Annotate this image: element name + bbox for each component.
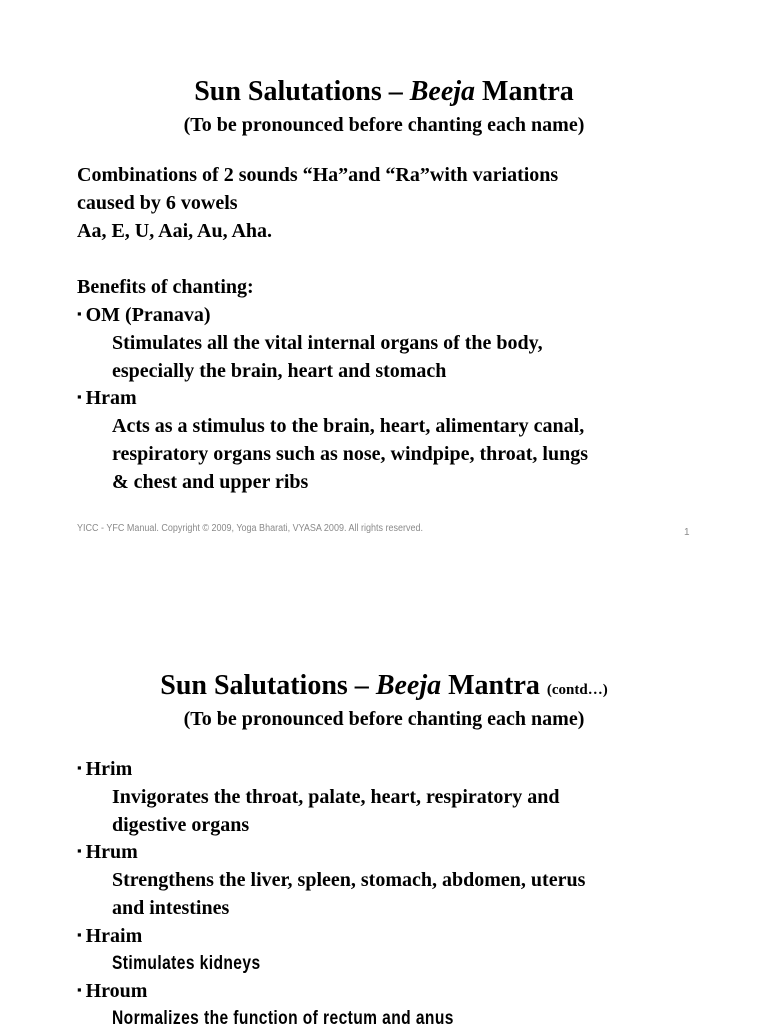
bullet-item: [77, 980, 147, 1003]
bullet-icon: ▪: [77, 843, 82, 858]
bullet-item: [77, 925, 142, 948]
bullet-item-name: Hrim: [85, 758, 133, 780]
bullet-item-description: especially the brain, heart and stomach: [112, 360, 447, 382]
copyright-footer: YICC - YFC Manual. Copyright © 2009, Yoga Bharati, VYASA 2009. All rights reserved.: [77, 523, 423, 534]
bullet-icon: ▪: [77, 760, 82, 775]
bullet-item-description: digestive organs: [112, 814, 250, 836]
title-emphasis: Beeja: [409, 76, 476, 107]
title-text: Sun Salutations –: [194, 76, 410, 107]
bullet-item-description: Normalizes the function of rectum and anus: [112, 1008, 454, 1029]
bullet-icon: ▪: [77, 306, 82, 321]
title-text-end: Mantra: [441, 670, 547, 701]
bullet-item-description: Strengthens the liver, spleen, stomach, abdomen, uterus: [112, 869, 586, 891]
bullet-icon: ▪: [77, 927, 82, 942]
intro-line: Combinations of 2 sounds “Ha”and “Ra”with variations: [77, 164, 559, 186]
title-text-end: Mantra: [475, 76, 574, 107]
bullet-icon: ▪: [77, 982, 82, 997]
bullet-item-name: Hram: [85, 387, 137, 409]
intro-line: caused by 6 vowels: [77, 192, 238, 214]
slide-1-title: [0, 76, 768, 108]
vowel-list: Aa, E, U, Aai, Au, Aha.: [77, 220, 273, 242]
bullet-item-name: Hraim: [85, 925, 143, 947]
title-text: Sun Salutations –: [160, 670, 376, 701]
bullet-item-description: Stimulates all the vital internal organs of the body,: [112, 332, 543, 354]
bullet-item: [77, 387, 137, 410]
title-contd: (contd…): [546, 682, 608, 698]
bullet-item-description: Stimulates kidneys: [112, 953, 261, 974]
bullet-item-name: Hroum: [85, 980, 148, 1002]
slide-1-subtitle: (To be pronounced before chanting each name): [183, 114, 585, 136]
title-emphasis: Beeja: [375, 670, 442, 701]
bullet-item-name: Hrum: [85, 841, 138, 863]
bullet-item: [77, 841, 138, 864]
bullet-icon: ▪: [77, 389, 82, 404]
bullet-item-description: Acts as a stimulus to the brain, heart, alimentary canal,: [112, 415, 585, 437]
bullet-item-description: and intestines: [112, 897, 230, 919]
slide-2-title: [0, 670, 768, 702]
bullet-item: [77, 304, 211, 327]
bullet-item-name: OM (Pranava): [85, 304, 211, 326]
bullet-item: [77, 758, 132, 781]
benefits-heading: Benefits of chanting:: [77, 276, 254, 298]
bullet-item-description: Invigorates the throat, palate, heart, respiratory and: [112, 786, 560, 808]
slide-2-subtitle: (To be pronounced before chanting each name): [183, 708, 585, 730]
page-number: 1: [684, 527, 690, 538]
bullet-item-description: respiratory organs such as nose, windpipe, throat, lungs: [112, 443, 588, 465]
bullet-item-description: & chest and upper ribs: [112, 471, 309, 493]
